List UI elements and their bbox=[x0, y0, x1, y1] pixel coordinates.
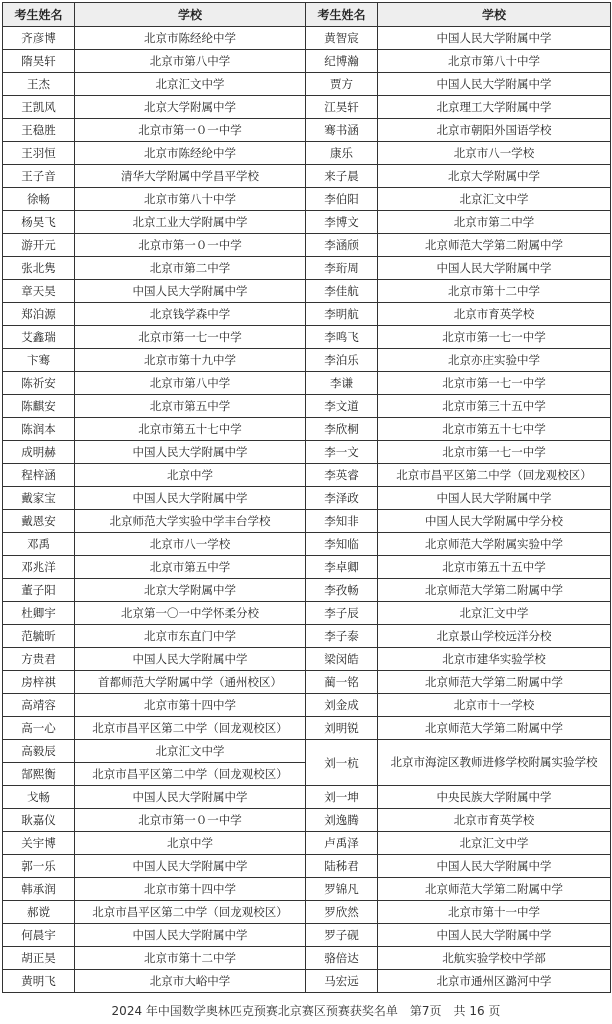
table-row bbox=[3, 50, 611, 73]
school-left: 北京市第十九中学 bbox=[75, 349, 306, 372]
student-name-right: 骆倍达 bbox=[306, 947, 378, 970]
school-right: 北京汇文中学 bbox=[378, 602, 611, 625]
student-name-right: 罗锦凡 bbox=[306, 878, 378, 901]
table-row bbox=[3, 303, 611, 326]
student-name-right: 刘一坤 bbox=[306, 786, 378, 809]
school-left: 北京市八一学校 bbox=[75, 533, 306, 556]
student-name-left: 关宇博 bbox=[3, 832, 75, 855]
header-student-name-left: 考生姓名 bbox=[3, 3, 75, 27]
school-left: 中国人民大学附属中学 bbox=[75, 648, 306, 671]
table-row bbox=[3, 579, 611, 602]
table-body-bottom bbox=[3, 786, 611, 993]
table-row bbox=[3, 280, 611, 303]
school-right: 北京师范大学第二附属中学 bbox=[378, 579, 611, 602]
school-right: 北京市育英学校 bbox=[378, 809, 611, 832]
school-right: 中国人民大学附属中学分校 bbox=[378, 510, 611, 533]
table-body-top bbox=[3, 27, 611, 740]
school-right: 中国人民大学附属中学 bbox=[378, 924, 611, 947]
table-row bbox=[3, 832, 611, 855]
student-name-left: 戈畅 bbox=[3, 786, 75, 809]
student-name-left: 郜熙衡 bbox=[3, 763, 75, 786]
student-name-left: 高毅辰 bbox=[3, 740, 75, 763]
school-left: 北京市昌平区第二中学（回龙观校区） bbox=[75, 717, 306, 740]
student-name-right: 李伯阳 bbox=[306, 188, 378, 211]
table-row bbox=[3, 970, 611, 993]
student-name-left: 胡正昊 bbox=[3, 947, 75, 970]
student-name-left: 何晨宇 bbox=[3, 924, 75, 947]
school-left: 北京市第一０一中学 bbox=[75, 809, 306, 832]
school-right: 北京师范大学第二附属中学 bbox=[378, 234, 611, 257]
student-name-right: 罗子砚 bbox=[306, 924, 378, 947]
student-name-right: 李一文 bbox=[306, 441, 378, 464]
student-name-left: 郝谠 bbox=[3, 901, 75, 924]
student-name-right: 李明航 bbox=[306, 303, 378, 326]
school-left: 北京市大峪中学 bbox=[75, 970, 306, 993]
student-name-left: 卞骞 bbox=[3, 349, 75, 372]
student-name-right: 陆秭君 bbox=[306, 855, 378, 878]
school-left: 中国人民大学附属中学 bbox=[75, 855, 306, 878]
student-name-left: 艾鑫瑞 bbox=[3, 326, 75, 349]
school-right: 北航实验学校中学部 bbox=[378, 947, 611, 970]
student-name-right: 贾方 bbox=[306, 73, 378, 96]
school-left: 北京工业大学附属中学 bbox=[75, 211, 306, 234]
table-row bbox=[3, 924, 611, 947]
school-left: 北京第一〇一中学怀柔分校 bbox=[75, 602, 306, 625]
table-row bbox=[3, 855, 611, 878]
school-right: 北京师范大学第二附属中学 bbox=[378, 671, 611, 694]
school-right: 北京师范大学附属实验中学 bbox=[378, 533, 611, 556]
student-name-left: 韩承润 bbox=[3, 878, 75, 901]
school-right: 北京市育英学校 bbox=[378, 303, 611, 326]
student-name-right: 刘逸腾 bbox=[306, 809, 378, 832]
student-name-left: 成明赫 bbox=[3, 441, 75, 464]
student-name-left: 程梓涵 bbox=[3, 464, 75, 487]
school-left: 中国人民大学附属中学 bbox=[75, 924, 306, 947]
school-right: 北京理工大学附属中学 bbox=[378, 96, 611, 119]
school-left: 北京市东直门中学 bbox=[75, 625, 306, 648]
student-name-right: 骞书涵 bbox=[306, 119, 378, 142]
student-name-right: 李卓卿 bbox=[306, 556, 378, 579]
table-row bbox=[3, 533, 611, 556]
student-name-left: 房梓祺 bbox=[3, 671, 75, 694]
school-left: 北京市第八十中学 bbox=[75, 188, 306, 211]
student-name-left: 陈麒安 bbox=[3, 395, 75, 418]
student-name-right: 卢禹泽 bbox=[306, 832, 378, 855]
school-left: 中国人民大学附属中学 bbox=[75, 280, 306, 303]
award-table bbox=[2, 2, 611, 993]
table-row bbox=[3, 878, 611, 901]
school-left: 北京市第一七一中学 bbox=[75, 326, 306, 349]
school-right: 北京市第十一中学 bbox=[378, 901, 611, 924]
student-name-left: 王稳胜 bbox=[3, 119, 75, 142]
student-name-left: 邓禹 bbox=[3, 533, 75, 556]
student-name-left: 张北隽 bbox=[3, 257, 75, 280]
school-right: 北京师范大学第二附属中学 bbox=[378, 878, 611, 901]
table-row bbox=[3, 487, 611, 510]
table-row bbox=[3, 234, 611, 257]
school-right: 北京市第三十五中学 bbox=[378, 395, 611, 418]
table-row bbox=[3, 556, 611, 579]
school-right: 北京市第二中学 bbox=[378, 211, 611, 234]
table-row bbox=[3, 717, 611, 740]
table-body-merged bbox=[3, 740, 611, 786]
school-left: 北京市第十四中学 bbox=[75, 694, 306, 717]
student-name-right: 李佳航 bbox=[306, 280, 378, 303]
school-left: 中国人民大学附属中学 bbox=[75, 786, 306, 809]
school-right: 北京市第五十七中学 bbox=[378, 418, 611, 441]
student-name-right: 李博文 bbox=[306, 211, 378, 234]
student-name-right: 李子辰 bbox=[306, 602, 378, 625]
school-left: 中国人民大学附属中学 bbox=[75, 441, 306, 464]
student-name-left: 徐畅 bbox=[3, 188, 75, 211]
table-row bbox=[3, 625, 611, 648]
student-name-right: 江昊轩 bbox=[306, 96, 378, 119]
student-name-left: 王子音 bbox=[3, 165, 75, 188]
student-name-right: 李欣桐 bbox=[306, 418, 378, 441]
table-row bbox=[3, 73, 611, 96]
table-row bbox=[3, 188, 611, 211]
school-left: 北京市第五十七中学 bbox=[75, 418, 306, 441]
table-row bbox=[3, 165, 611, 188]
school-right: 中国人民大学附属中学 bbox=[378, 27, 611, 50]
student-name-right: 李涵颀 bbox=[306, 234, 378, 257]
school-right: 北京亦庄实验中学 bbox=[378, 349, 611, 372]
student-name-left: 郑泊源 bbox=[3, 303, 75, 326]
student-name-left: 董子阳 bbox=[3, 579, 75, 602]
school-right: 中央民族大学附属中学 bbox=[378, 786, 611, 809]
student-name-right: 来子晨 bbox=[306, 165, 378, 188]
table-row bbox=[3, 602, 611, 625]
award-list-sheet bbox=[2, 2, 610, 996]
school-right: 北京市昌平区第二中学（回龙观校区） bbox=[378, 464, 611, 487]
school-right: 北京汇文中学 bbox=[378, 188, 611, 211]
school-left: 北京汇文中学 bbox=[75, 740, 306, 763]
student-name-left: 杨昊飞 bbox=[3, 211, 75, 234]
school-right: 北京景山学校远洋分校 bbox=[378, 625, 611, 648]
school-left: 北京市昌平区第二中学（回龙观校区） bbox=[75, 763, 306, 786]
table-row bbox=[3, 326, 611, 349]
student-name-right: 刘一杭 bbox=[306, 740, 378, 786]
school-right: 中国人民大学附属中学 bbox=[378, 855, 611, 878]
school-right: 北京师范大学第二附属中学 bbox=[378, 717, 611, 740]
student-name-right: 李泊乐 bbox=[306, 349, 378, 372]
student-name-right: 罗欣然 bbox=[306, 901, 378, 924]
table-row bbox=[3, 740, 611, 763]
student-name-right: 康乐 bbox=[306, 142, 378, 165]
school-right: 北京市第一七一中学 bbox=[378, 372, 611, 395]
school-left: 北京市陈经纶中学 bbox=[75, 27, 306, 50]
school-right: 中国人民大学附属中学 bbox=[378, 257, 611, 280]
school-right: 北京大学附属中学 bbox=[378, 165, 611, 188]
school-left: 北京师范大学实验中学丰台学校 bbox=[75, 510, 306, 533]
table-row bbox=[3, 671, 611, 694]
student-name-left: 高一心 bbox=[3, 717, 75, 740]
student-name-left: 高靖容 bbox=[3, 694, 75, 717]
school-right: 中国人民大学附属中学 bbox=[378, 487, 611, 510]
student-name-right: 黄智宸 bbox=[306, 27, 378, 50]
school-left: 北京汇文中学 bbox=[75, 73, 306, 96]
student-name-left: 章天昊 bbox=[3, 280, 75, 303]
school-left: 中国人民大学附属中学 bbox=[75, 487, 306, 510]
student-name-left: 戴家宝 bbox=[3, 487, 75, 510]
school-right: 北京市第一七一中学 bbox=[378, 326, 611, 349]
student-name-left: 王凯风 bbox=[3, 96, 75, 119]
student-name-right: 刘金成 bbox=[306, 694, 378, 717]
school-left: 北京市第八中学 bbox=[75, 50, 306, 73]
table-row bbox=[3, 510, 611, 533]
student-name-right: 李珩周 bbox=[306, 257, 378, 280]
student-name-left: 范毓昕 bbox=[3, 625, 75, 648]
table-row bbox=[3, 96, 611, 119]
student-name-left: 齐彦博 bbox=[3, 27, 75, 50]
table-row bbox=[3, 947, 611, 970]
student-name-left: 郭一乐 bbox=[3, 855, 75, 878]
school-right: 北京市八一学校 bbox=[378, 142, 611, 165]
school-right: 北京市第八十中学 bbox=[378, 50, 611, 73]
header-school-left: 学校 bbox=[75, 3, 306, 27]
school-right: 北京市第一七一中学 bbox=[378, 441, 611, 464]
school-left: 清华大学附属中学昌平学校 bbox=[75, 165, 306, 188]
school-right: 北京市十一学校 bbox=[378, 694, 611, 717]
school-left: 北京市第一０一中学 bbox=[75, 234, 306, 257]
school-left: 北京大学附属中学 bbox=[75, 579, 306, 602]
school-left: 北京市昌平区第二中学（回龙观校区） bbox=[75, 901, 306, 924]
student-name-right: 纪博瀚 bbox=[306, 50, 378, 73]
student-name-left: 邓兆洋 bbox=[3, 556, 75, 579]
table-row bbox=[3, 809, 611, 832]
school-right: 北京市海淀区教师进修学校附属实验学校 bbox=[378, 740, 611, 786]
school-right: 北京市通州区潞河中学 bbox=[378, 970, 611, 993]
header-row bbox=[3, 3, 611, 27]
student-name-right: 李子泰 bbox=[306, 625, 378, 648]
student-name-right: 马宏远 bbox=[306, 970, 378, 993]
school-left: 北京大学附属中学 bbox=[75, 96, 306, 119]
page-footer: 2024 年中国数学奥林匹克预赛北京赛区预赛获奖名单 第7页 共 16 页 bbox=[111, 1004, 501, 1018]
student-name-right: 李文道 bbox=[306, 395, 378, 418]
student-name-right: 李知临 bbox=[306, 533, 378, 556]
student-name-left: 耿嘉仪 bbox=[3, 809, 75, 832]
student-name-left: 王杰 bbox=[3, 73, 75, 96]
school-left: 首都师范大学附属中学（通州校区） bbox=[75, 671, 306, 694]
table-row bbox=[3, 441, 611, 464]
table-row bbox=[3, 901, 611, 924]
student-name-right: 李鸣飞 bbox=[306, 326, 378, 349]
student-name-right: 李英睿 bbox=[306, 464, 378, 487]
student-name-left: 王羽恒 bbox=[3, 142, 75, 165]
table-row bbox=[3, 27, 611, 50]
table-row bbox=[3, 257, 611, 280]
table-row bbox=[3, 142, 611, 165]
table-row bbox=[3, 211, 611, 234]
student-name-left: 游开元 bbox=[3, 234, 75, 257]
student-name-left: 戴恩安 bbox=[3, 510, 75, 533]
student-name-right: 李知非 bbox=[306, 510, 378, 533]
school-left: 北京市第十二中学 bbox=[75, 947, 306, 970]
school-right: 北京市第五十五中学 bbox=[378, 556, 611, 579]
table-row bbox=[3, 349, 611, 372]
school-left: 北京中学 bbox=[75, 464, 306, 487]
school-left: 北京市第二中学 bbox=[75, 257, 306, 280]
table-row bbox=[3, 119, 611, 142]
table-row bbox=[3, 694, 611, 717]
student-name-right: 梁闵皓 bbox=[306, 648, 378, 671]
student-name-left: 黄明飞 bbox=[3, 970, 75, 993]
header-school-right: 学校 bbox=[378, 3, 611, 27]
student-name-left: 隋昊轩 bbox=[3, 50, 75, 73]
table-row bbox=[3, 786, 611, 809]
table-row bbox=[3, 464, 611, 487]
school-left: 北京中学 bbox=[75, 832, 306, 855]
student-name-right: 李孜畅 bbox=[306, 579, 378, 602]
school-left: 北京钱学森中学 bbox=[75, 303, 306, 326]
student-name-right: 刘明锐 bbox=[306, 717, 378, 740]
table-row bbox=[3, 418, 611, 441]
school-left: 北京市第五中学 bbox=[75, 556, 306, 579]
student-name-right: 李泽政 bbox=[306, 487, 378, 510]
school-left: 北京市第一０一中学 bbox=[75, 119, 306, 142]
table-row bbox=[3, 395, 611, 418]
header-student-name-right: 考生姓名 bbox=[306, 3, 378, 27]
table-row bbox=[3, 648, 611, 671]
school-left: 北京市陈经纶中学 bbox=[75, 142, 306, 165]
school-right: 北京市第十二中学 bbox=[378, 280, 611, 303]
student-name-left: 陈润本 bbox=[3, 418, 75, 441]
school-right: 中国人民大学附属中学 bbox=[378, 73, 611, 96]
student-name-right: 李谦 bbox=[306, 372, 378, 395]
table-row bbox=[3, 372, 611, 395]
student-name-right: 蔺一铭 bbox=[306, 671, 378, 694]
school-left: 北京市第八中学 bbox=[75, 372, 306, 395]
school-right: 北京汇文中学 bbox=[378, 832, 611, 855]
school-right: 北京市建华实验学校 bbox=[378, 648, 611, 671]
school-left: 北京市第十四中学 bbox=[75, 878, 306, 901]
student-name-left: 陈祈安 bbox=[3, 372, 75, 395]
student-name-left: 方贵君 bbox=[3, 648, 75, 671]
student-name-left: 杜卿宇 bbox=[3, 602, 75, 625]
school-left: 北京市第五中学 bbox=[75, 395, 306, 418]
school-right: 北京市朝阳外国语学校 bbox=[378, 119, 611, 142]
